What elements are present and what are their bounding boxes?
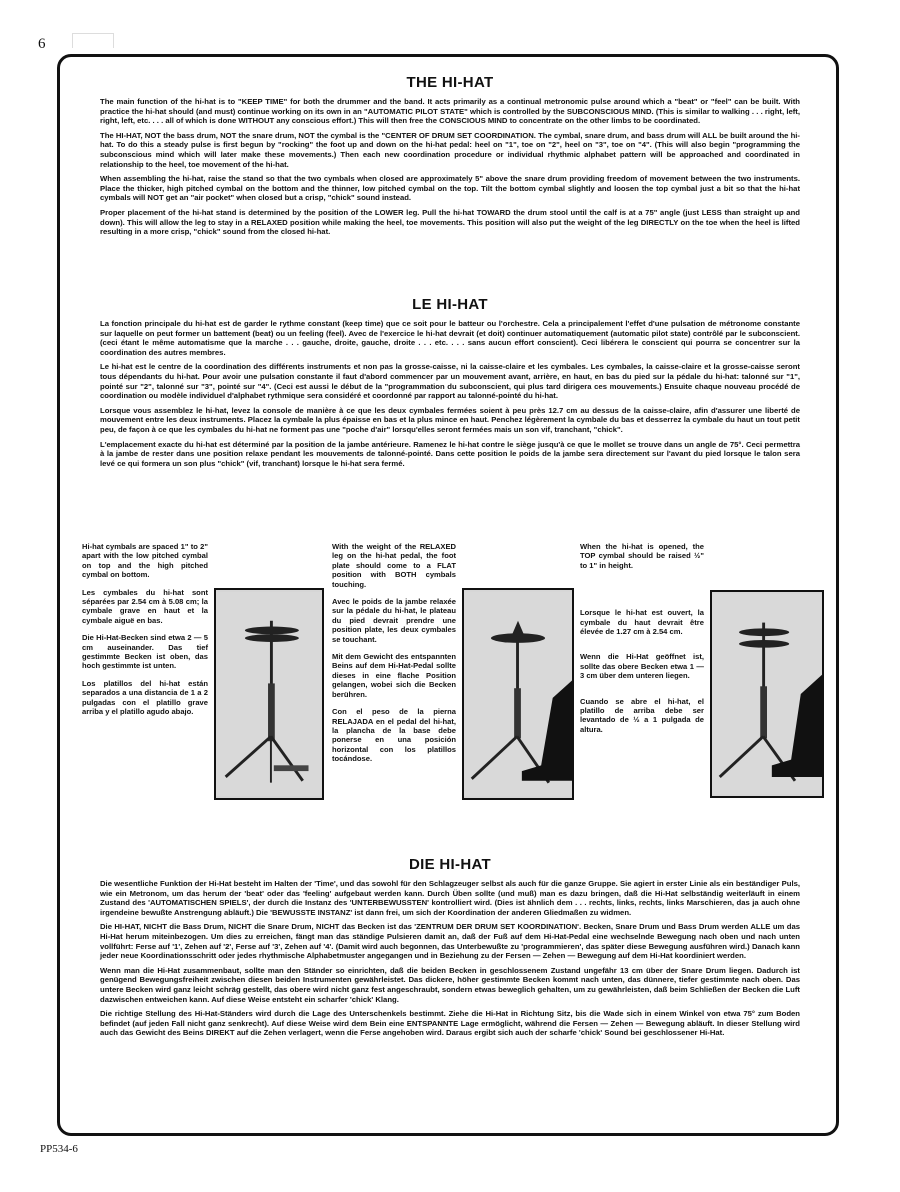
- french-paragraph: La fonction principale du hi-hat est de garder le rythme constant (keep time) que ce soit pour le batteur ou l'orchestre. Cela a principalement l'effet d'une pulsation de métronome constante sur laquelle on peut former un battement (beat) ou un feeling (feel). Avec de l'exercice le hi-hat devrait (et doit) continuer automatiquement (automatic pilot state) contrôlé par le subconscient. (ceci étant le même automatisme que la marche . . . gauche, droite, gauche, droite . . . etc. . . . sans aucun effort conscient). Ceci libérera le conscient qui pourra se concentrer sur la coordination des autres membres.: [100, 319, 800, 357]
- footer-code: PP534-6: [40, 1143, 78, 1155]
- photo-hi-hat-opened: [710, 590, 824, 798]
- caption-text: Los platillos del hi-hat están separados a una distancia de 1 a 2 pulgadas con el platillo grave arriba y el platillo agudo abajo.: [82, 678, 208, 717]
- french-section: [100, 296, 800, 473]
- german-section: [100, 856, 800, 1043]
- photo-hi-hat-closed: [462, 588, 574, 800]
- french-paragraph: L'emplacement exacte du hi-hat est déterminé par la position de la jambe antérieure. Ramenez le hi-hat contre le siège jusqu'à ce que le mollet se trouve dans un angle de 75°. Ceci permettra à la jambe de rester dans une position relaxe pendant les mouvements de talonné-pointé. Dans cette position le poids de la jambe sera directement sur l'avant du pied lorsque le talon sera levé ce qui formera un son plus "chick" (vif, tranchant) lorsque le hi-hat sera fermé.: [100, 439, 800, 468]
- caption-text: Les cymbales du hi-hat sont séparées par 2.54 cm à 5.08 cm; la cymbale grave en haut et la cymbale aiguë en bas.: [82, 587, 208, 625]
- section-title-french: LE HI-HAT: [412, 296, 488, 313]
- french-paragraph: Lorsque vous assemblez le hi-hat, levez la console de manière à ce que les deux cymbales fermées soient à peu près 12.7 cm au dessus de la caisse-claire, afin d'assurer une liberté de mouvement entre les deux instruments. Placez la cymbale la plus épaisse en bas et la plus mince en haut. Penchez légèrement la cymbale du bas et desserrez la cymbale du haut un tout petit peu, de façon à ce que les cymbales du hi-hat ne forment pas une "poche d'air" lorsqu'elles seront fermées mais un son vif, tranchant, "chick".: [100, 405, 800, 434]
- german-paragraph: Wenn man die Hi-Hat zusammenbaut, sollte man den Ständer so einrichten, daß die beiden Becken in geschlossenem Zustand ungefähr 13 cm über der Snare Drum liegen. Dadurch ist genügend Bewegungsfreiheit zwischen diesen beiden Instrumenten gewährleistet. Das dickere, höher gestimmte Becken kommt nach unten, das dünnere, tiefer gestimmte nach oben. Das untere Becken wird ganz leicht schräg gestellt, das obere wird nicht ganz fest angeschraubt, sondern etwas beweglich gehalten, um zu gewährleisten, daß beim Schließen der Becken die Luft dazwischen entweichen kann. Auf diese Weise entsteht ein scharfer 'chick' Klang.: [100, 965, 800, 1004]
- caption-text: When the hi-hat is opened, the TOP cymbal should be raised ½" to 1" in height.: [580, 542, 704, 570]
- french-paragraph: Le hi-hat est le centre de la coordination des différents instruments et non pas la grosse-caisse, ni la caisse-claire et les cymbales. Les cymbales, la caisse-claire et la grosse-caisse seront tous dépendants du hi-hat. Pour avoir une pulsation constante il faut d'abord commencer par un mouvement avant, arrière, en haut, en bas du pied sur la pédale du hi-hat: talonné sur "1", pointé sur "2", talonné sur "3", pointé sur "4". (Ceci est aussi le début de la "programmation du subconscient, qui plus tard dirigera ces mouvements.) Ensuite chaque nouveau procédé de coordination ou modèle individuel d'alphabet rythmique sera considéré et coordonné par rapport au talonné-pointé du hi-hat.: [100, 362, 800, 401]
- caption-column-middle: [332, 542, 456, 772]
- english-paragraph: Proper placement of the hi-hat stand is determined by the position of the LOWER leg. Pull the hi-hat TOWARD the drum stool until the calf is at a 75" angle (just LESS than straight up and down). This will allow the leg to stay in a RELAXED position while making the heel, toe movements. This position will also put the weight of the leg DIRECTLY on the toe when the heel is lifted resulting in a more crisp, "chick" sound from the closed hi-hat.: [100, 207, 800, 237]
- photo-hi-hat-open: [214, 588, 324, 800]
- english-paragraph: The main function of the hi-hat is to "KEEP TIME" for both the drummer and the band. It acts primarily as a continual metronomic pulse around which a "beat" or "feel" can be built. With practice the hi-hat should (and must) continue working on its own in an "AUTOMATIC PILOT STATE" which is controlled by the SUBCONSCIOUS MIND. (This is similar to walking . . . right, left, right, left, etc. . . . all of which is done WITHOUT any conscious effort.) This will then free the CONSCIOUS MIND to concentrate on the other limbs to be coordinated.: [100, 97, 800, 126]
- hi-hat-stand-closed-with-foot-icon: [464, 590, 572, 798]
- german-paragraph: Die wesentliche Funktion der Hi-Hat besteht im Halten der 'Time', und das sowohl für den Schlagzeuger selbst als auch für die ganze Gruppe. Sie agiert in erster Linie als ein beständiger Puls, wie ein Metronom, um das herum der 'beat' oder das 'feeling' aufgebaut werden kann. Durch Üben sollte (und muß) man es dazu bringen, daß die Hi-Hat selbständig weiterläuft in einem Zustand des 'AUTOMATISCHEN SPIELS', der durch die Instanz des 'UNTERBEWUSSTEN' kontrolliert wird. (Dies ist ähnlich dem . . . rechts, links, rechts, links Marschieren, das ja auch ohne irgendeine bewußte Anstrengung abläuft.) Die 'BEWUSSTE INSTANZ' ist dann frei, um sich der Koordination der anderen Gliedmaßen zu widmen.: [100, 879, 800, 917]
- hi-hat-stand-open-icon: [216, 590, 322, 798]
- section-title-german: DIE HI-HAT: [409, 856, 491, 873]
- caption-text: Wenn die Hi-Hat geöffnet ist, sollte das obere Becken etwa 1 — 3 cm über dem unteren liegen.: [580, 652, 704, 681]
- section-title-english: THE HI-HAT: [406, 74, 494, 91]
- page-tab-mark: [72, 33, 114, 48]
- english-paragraph: When assembling the hi-hat, raise the stand so that the two cymbals when closed are approximately 5" above the snare drum providing freedom of movement between the two instruments. Place the thicker, high pitched cymbal on the bottom and the thinner, low pitched cymbal on the top. Tilt the bottom cymbal slightly and loosen the top cymbal just a bit so that the hi-hat cymbals will NOT get an "air pocket" when closed but a crisp, "chick" sound instead.: [100, 174, 800, 203]
- photo-caption-area: [82, 542, 824, 832]
- caption-text: Con el peso de la pierna RELAJADA en el pedal del hi-hat, la plancha de la base debe ponerse en una posición horizontal con los platillos tocándose.: [332, 707, 456, 764]
- german-paragraph: Die HI-HAT, NICHT die Bass Drum, NICHT die Snare Drum, NICHT das Becken ist das 'ZENTRUM DER DRUM SET KOORDINATION'. Becken, Snare Drum und Bass Drum werden ALLE um das Hi-Hat herum miteinbezogen. Um dies zu erreichen, fängt man das ständige Pulsieren damit an, daß der Fuß auf dem Hi-Hat-Pedal eine wechselnde Bewegung nach oben und nach unten vollführt: Ferse auf '1', Zehen auf '2', Ferse auf '3', Zehen auf '4'. (Damit wird auch begonnen, das Unterbewußte zu 'programmieren', das später diese Bewegung ausführen wird.) Danach kann jeder neue Koordinationsschritt oder jedes rhythmische Alphabetmuster angegangen und in Beziehung zu der Fersen — Zehen — Bewegung auf dem Hi-Hat koordiniert werden.: [100, 922, 800, 961]
- caption-text: Lorsque le hi-hat est ouvert, la cymbale du haut devrait être élevée de 1.27 cm à 2.54 cm.: [580, 608, 704, 637]
- caption-text: Cuando se abre el hi-hat, el platillo de arriba debe ser levantado de ½ a 1 pulgada de altura.: [580, 696, 704, 734]
- english-section: [100, 74, 800, 242]
- caption-text: With the weight of the RELAXED leg on the hi-hat pedal, the foot plate should come to a FLAT position with BOTH cymbals touching.: [332, 542, 456, 589]
- caption-column-left: [82, 542, 208, 725]
- english-paragraph: The HI-HAT, NOT the bass drum, NOT the snare drum, NOT the cymbal is the "CENTER OF DRUM SET COORDINATION. The cymbal, snare drum, and bass drum will ALL be built around the hi-hat. To do this a steady pulse is first begun by "rocking" the foot up and down on the hi-hat pedal: heel on "1", toe on "2", heel on "3", toe on "4". (This will also begin "programming the subconscious mind which will later make these movements.) Then each new coordination procedure or individual rhythmic alphabet pattern will be approached and coordinated in relationship to the heel, toe movement of the hi-hat.: [100, 130, 800, 169]
- caption-text: Mit dem Gewicht des entspannten Beins auf dem Hi-Hat-Pedal sollte dieses in eine flache Position gelangen, wobei sich die Becken berühren.: [332, 652, 456, 699]
- page-number: 6: [38, 36, 46, 52]
- caption-text: Hi-hat cymbals are spaced 1" to 2" apart with the low pitched cymbal on top and the high pitched cymbal on bottom.: [82, 542, 208, 580]
- caption-text: Avec le poids de la jambe relaxée sur la pédale du hi-hat, le plateau du pied devrait prendre une position plate, les deux cymbales se touchant.: [332, 597, 456, 644]
- caption-column-right: [580, 542, 704, 742]
- caption-text: Die Hi-Hat-Becken sind etwa 2 — 5 cm auseinander. Das tief gestimmte Becken ist oben, das hoch gestimmte ist unten.: [82, 633, 208, 671]
- hi-hat-stand-opened-with-foot-icon: [712, 592, 822, 796]
- german-paragraph: Die richtige Stellung des Hi-Hat-Ständers wird durch die Lage des Unterschenkels bestimmt. Ziehe die Hi-Hat in Richtung Sitz, bis die Wade sich in einem Winkel von etwa 75° zum Boden befindet (auf jeden Fall nicht ganz senkrecht). Auf diese Weise wird dem Bein eine ENTSPANNTE Lage ermöglicht, während die Fersen — Zehen — Bewegung abläuft. In dieser Stellung wird auch das Gewicht des Beins DIREKT auf die Zehen verlagert, wenn die Ferse angehoben wird. Daraus ergibt sich auch der scharfe 'chick' Sound bei geschlossener Hi-Hat.: [100, 1009, 800, 1038]
